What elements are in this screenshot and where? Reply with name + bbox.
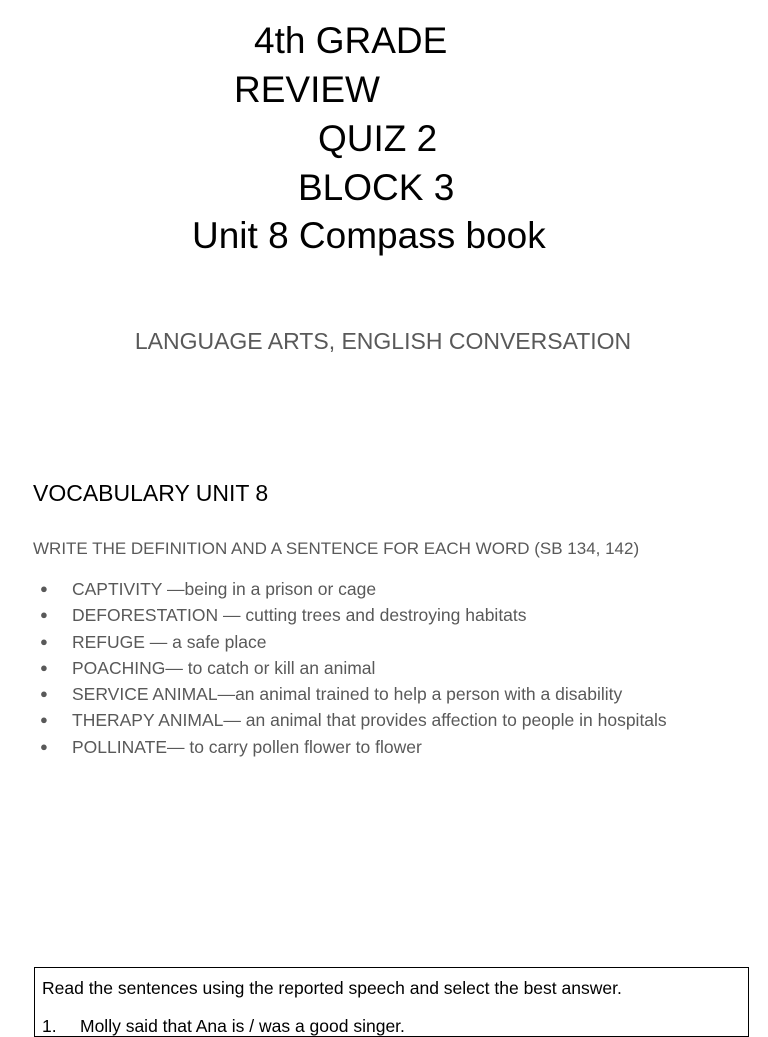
vocabulary-definition: SERVICE ANIMAL—an animal trained to help a person with a disability (72, 684, 623, 705)
reported-speech-box (34, 967, 749, 1037)
bullet-icon: ● (40, 659, 48, 675)
title-line-unit: Unit 8 Compass book (192, 215, 546, 256)
title-line-grade: 4th GRADE (254, 20, 448, 61)
vocabulary-heading: VOCABULARY UNIT 8 (33, 480, 269, 506)
title-line-block: BLOCK 3 (298, 167, 455, 208)
bullet-icon: ● (40, 712, 48, 728)
subject-subtitle: LANGUAGE ARTS, ENGLISH CONVERSATION (134, 328, 632, 354)
vocabulary-definition: REFUGE — a safe place (72, 631, 267, 652)
bullet-icon: ● (40, 633, 48, 649)
bullet-icon: ● (40, 738, 48, 754)
question-text: Molly said that Ana is / was a good singer. (80, 1016, 405, 1036)
bullet-icon: ● (40, 686, 48, 702)
vocabulary-instruction: WRITE THE DEFINITION AND A SENTENCE FOR EACH WORD (SB 134, 142) (33, 539, 640, 558)
bullet-icon: ● (40, 607, 48, 623)
reported-speech-instruction: Read the sentences using the reported speech and select the best answer. (42, 978, 622, 998)
vocabulary-definition: DEFORESTATION — cutting trees and destroying habitats (72, 605, 527, 626)
vocabulary-definition: POACHING— to catch or kill an animal (72, 657, 376, 678)
title-line-quiz: QUIZ 2 (318, 118, 438, 159)
bullet-icon: ● (40, 581, 48, 596)
vocabulary-definition: CAPTIVITY —being in a prison or cage (72, 579, 377, 599)
title-line-review: REVIEW (234, 69, 380, 110)
question-number: 1. (42, 1016, 57, 1036)
vocabulary-definition: POLLINATE— to carry pollen flower to flower (72, 736, 422, 757)
question-item (42, 1015, 405, 1037)
vocabulary-definition: THERAPY ANIMAL— an animal that provides affection to people in hospitals (72, 710, 667, 731)
